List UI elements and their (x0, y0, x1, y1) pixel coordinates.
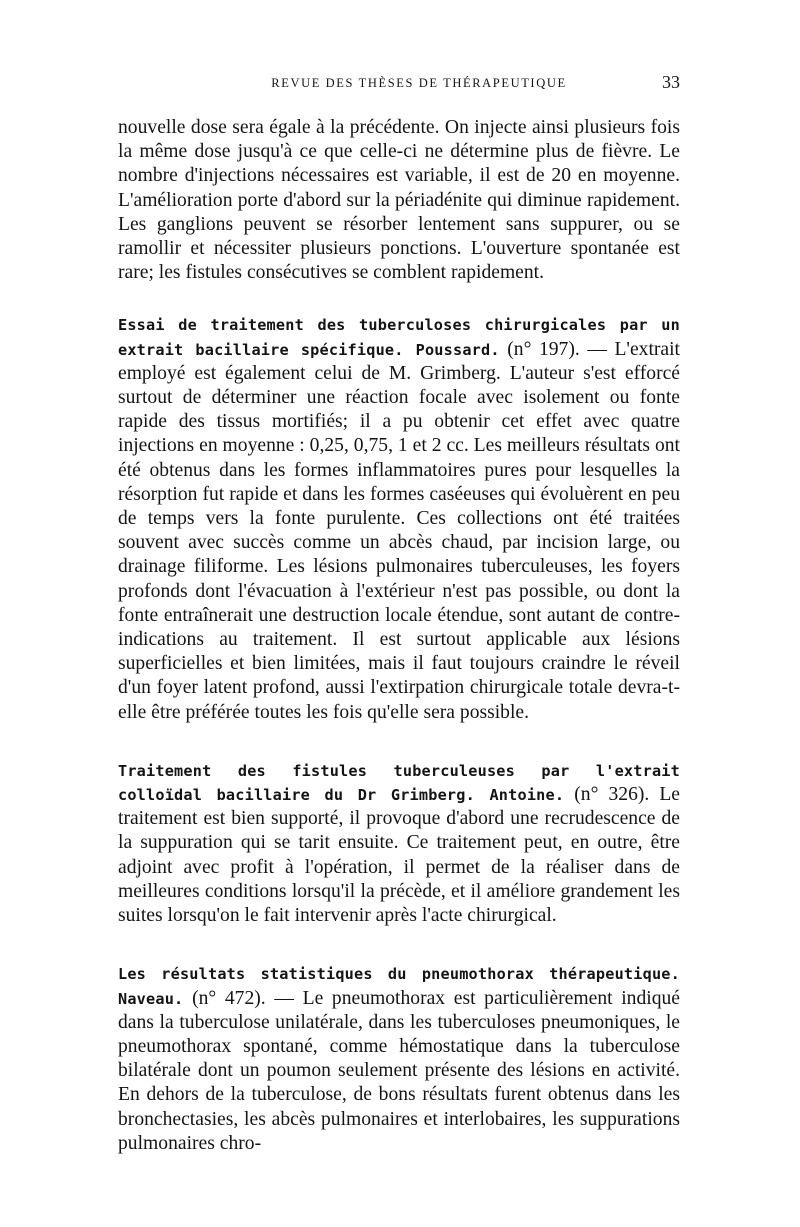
paragraph-pneumothorax (118, 962, 680, 1156)
page-header (118, 72, 680, 100)
paragraph-essai-traitement (118, 313, 680, 724)
paragraph-fistules (118, 759, 680, 928)
paragraph-heading: Traitement des fistules tuberculeuses par l'extrait colloïdal bacillaire du Dr Grimberg. Antoine. (118, 761, 680, 805)
paragraph-text: (n° 197). — L'extrait employé est également celui de M. Grimberg. L'auteur s'est efforcé surtout de déterminer une réaction focale avec isolement ou fonte rapide des tissus mortifiés; il a pu obtenir cet effet avec quatre injections en moyenne : 0,25, 0,75, 1 et 2 cc. Les meilleurs résultats ont été obtenus dans les formes inflammatoires pures pour lesquelles la résorption fut rapide et dans les formes caséeuses qui évoluèrent en peu de temps vers la fonte purulente. Ces collections ont été traitées souvent avec succès comme un abcès chaud, par incision large, ou drainage filiforme. Les lésions pulmonaires tuberculeuses, les foyers profonds dont l'évacuation à l'extérieur n'est pas possible, ou dont la fonte entraînerait une destruction locale étendue, sont autant de contre-indications au traitement. Il est surtout applicable aux lésions superficielles et bien limitées, mais il faut toujours craindre le réveil d'un foyer latent profond, aussi l'extirpation chirurgicale totale devra-t-elle être préférée toutes les fois qu'elle sera possible. (118, 338, 680, 723)
page-number: 33 (662, 72, 680, 92)
paragraph-text: (n° 326). Le traitement est bien supporté, il provoque d'abord une recrudescence de la suppuration qui se tarit ensuite. Ce traitement peut, en outre, être adjoint avec profit à l'opération, il permet de la réaliser dans de meilleures conditions lorsqu'il la précède, et il améliore grandement les suites lorsqu'on le fait intervenir après l'acte chirurgical. (118, 784, 680, 927)
paragraph-heading: Les résultats statistiques du pneumothorax thérapeutique. Naveau. (118, 965, 680, 1008)
paragraph-heading: Essai de traitement des tuberculoses chirurgicales par un extrait bacillaire spécifique. Poussard. (118, 316, 680, 359)
paragraph-text: (n° 472). — Le pneumothorax est particulièrement indiqué dans la tuberculose unilatérale, dans les tuberculoses pneumoniques, le pneumothorax spontané, comme hémostatique dans la tuberculose bilatérale dont un poumon seulement présente des lésions en activité. En dehors de la tuberculose, de bons résultats furent obtenus dans les bronchectasies, les abcès pulmonaires et interlobaires, les suppurations pulmonaires chro- (118, 987, 680, 1154)
running-title: REVUE DES THÈSES DE THÉRAPEUTIQUE (271, 76, 567, 90)
body-text (118, 116, 680, 1156)
paragraph-continuation (118, 116, 680, 285)
paragraph-text: nouvelle dose sera égale à la précédente. On injecte ainsi plusieurs fois la même dose jusqu'à ce que celle-ci ne détermine plus de fièvre. Le nombre d'injections nécessaires est variable, il est de 20 en moyenne. L'amélioration porte d'abord sur la périadénite qui diminue rapidement. Les ganglions peuvent se résorber lentement sans suppurer, ou se ramollir et nécessiter plusieurs ponctions. L'ouverture spontanée est rare; les fistules consécutives se comblent rapidement. (118, 117, 680, 284)
